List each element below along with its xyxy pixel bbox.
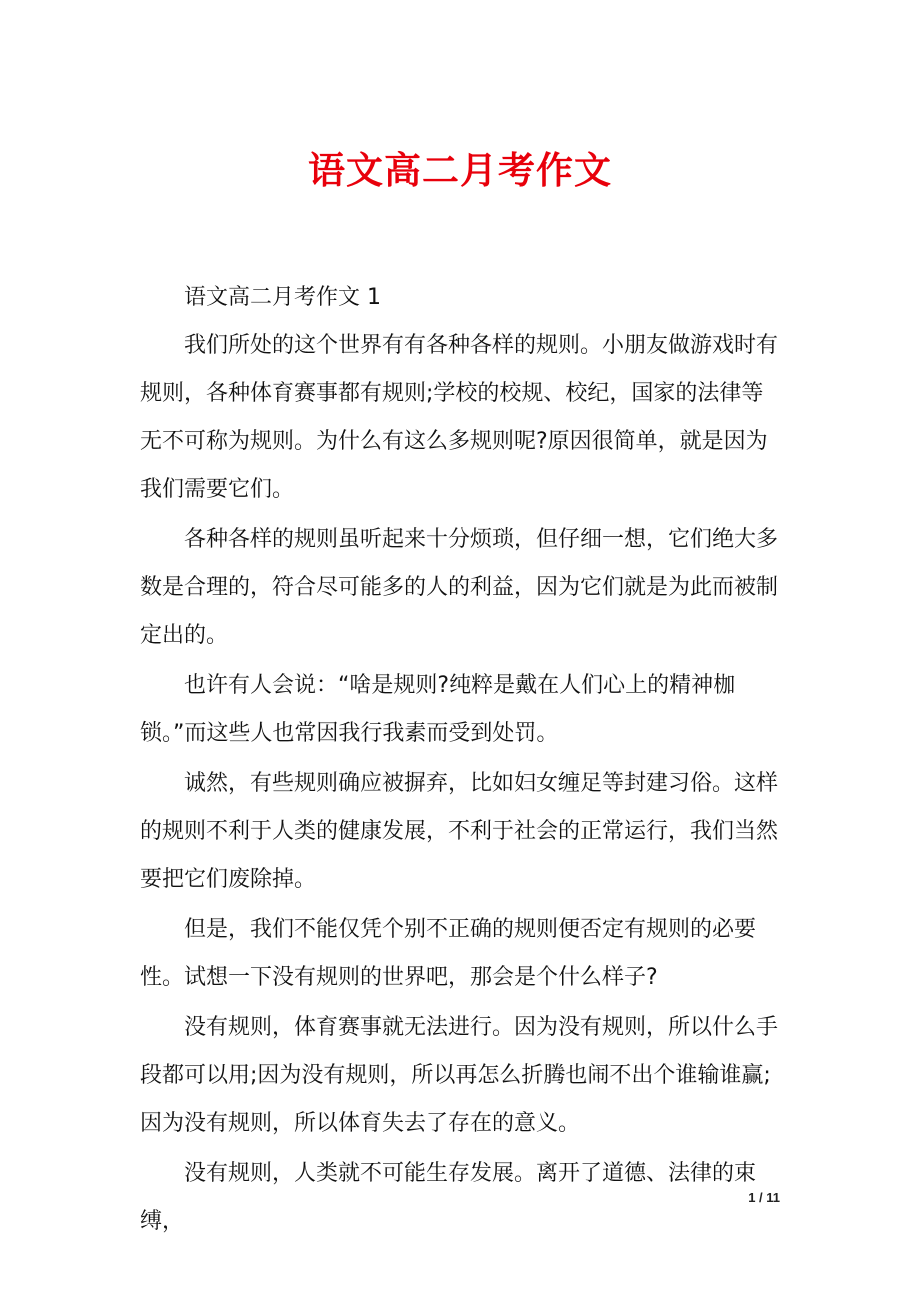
paragraph-7: 没有规则，人类就不可能生存发展。离开了道德、法律的束缚， (140, 1161, 757, 1234)
section-heading: 语文高二月考作文 1 (184, 285, 381, 310)
paragraph-6: 没有规则，体育赛事就无法进行。因为没有规则，所以什么手段都可以用;因为没有规则，所以再怎么折腾也闹不出个谁输谁赢;因为没有规则，所以体育失去了存在的意义。 (140, 1015, 779, 1136)
page-indicator: 1 / 11 (748, 1190, 780, 1205)
document-body (140, 274, 782, 1246)
paragraph-2: 各种各样的规则虽听起来十分烦琐，但仔细一想，它们绝大多数是合理的，符合尽可能多的人的利益，因为它们就是为此而被制定出的。 (140, 527, 779, 648)
paragraph-4: 诚然，有些规则确应被摒弃，比如妇女缠足等封建习俗。这样的规则不利于人类的健康发展，不利于社会的正常运行，我们当然要把它们废除掉。 (140, 771, 779, 892)
document-title: 语文高二月考作文 (308, 148, 612, 192)
paragraph-5: 但是，我们不能仅凭个别不正确的规则便否定有规则的必要性。试想一下没有规则的世界吧，那会是个什么样子? (140, 917, 757, 990)
paragraph-3: 也许有人会说：“啥是规则?纯粹是戴在人们心上的精神枷锁。”而这些人也常因我行我素而受到处罚。 (140, 673, 736, 746)
paragraph-1: 我们所处的这个世界有有各种各样的规则。小朋友做游戏时有规则，各种体育赛事都有规则;学校的校规、校纪，国家的法律等无不可称为规则。为什么有这么多规则呢?原因很简单，就是因为我们需要它们。 (140, 333, 779, 502)
